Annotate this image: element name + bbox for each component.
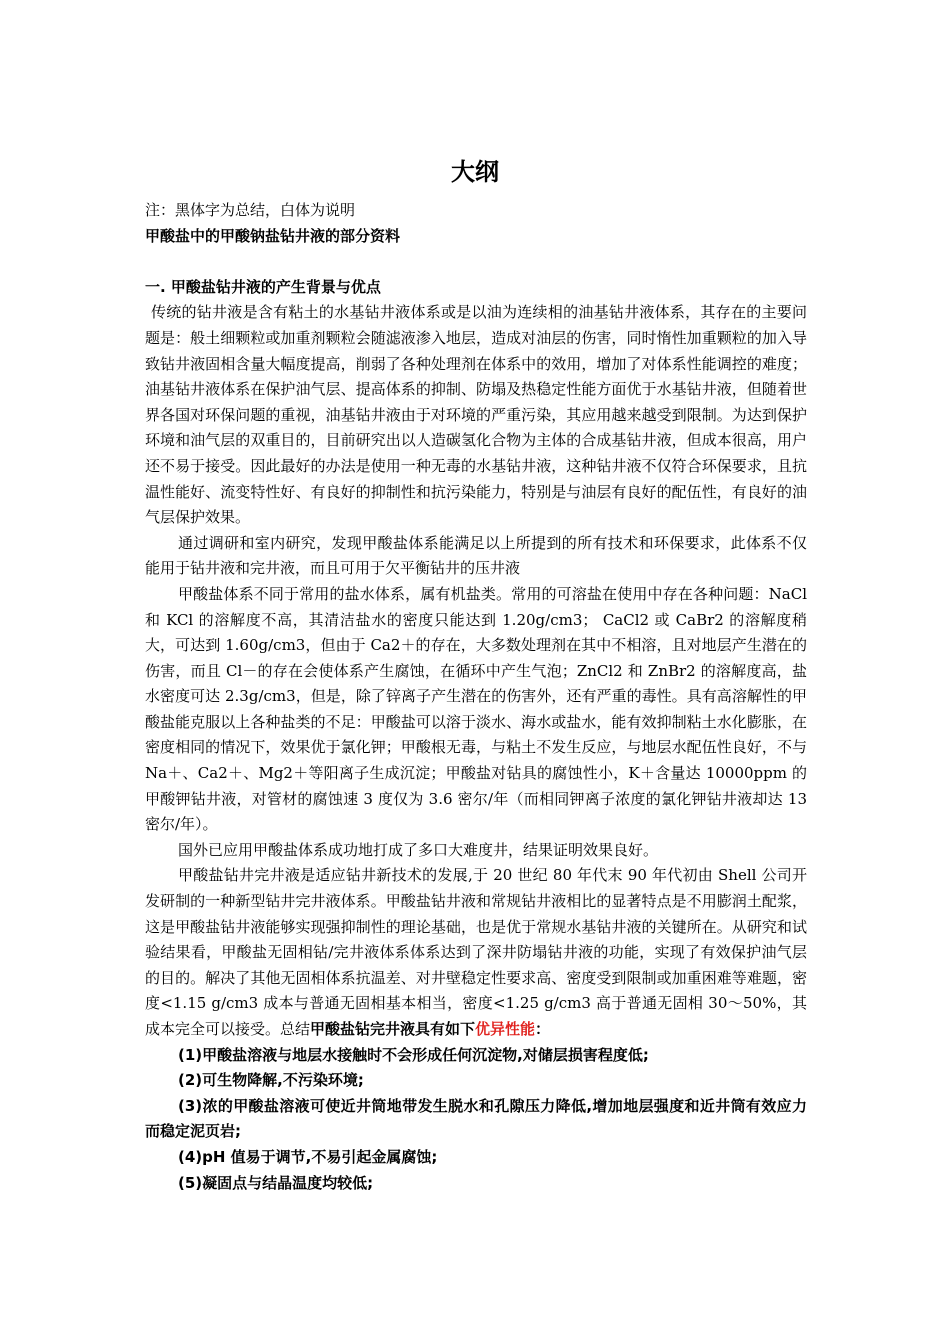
section-heading: 一. 甲酸盐钻井液的产生背景与优点 — [145, 277, 381, 296]
list-item: (2)可生物降解,不污染环境; — [178, 1071, 364, 1090]
paragraph-background: 传统的钻井液是含有粘土的水基钻井液体系或是以油为连续相的油基钻井液体系，其存在的主要问题是：般土细颗粒或加重剂颗粒会随滤液渗入地层，造成对油层的伤害，同时惰性加重颗粒的加入导致钻井液固相含量大幅度提高，削弱了各种处理剂在体系中的效用，增加了对体系性能调控的难度；油基钻井液体系在保护油气层、提高体系的抑制、防塌及热稳定性能方面优于水基钻井液，但随着世界各国对环保问题的重视，油基钻井液由于对环境的严重污染，其应用越来越受到限制。为达到保护环境和油气层的双重目的，目前研究出以人造碳氢化合物为主体的合成基钻井液，但成本很高，用户还不易于接受。因此最好的办法是使用一种无毒的水基钻井液，这种钻井液不仅符合环保要求，且抗温性能好、流变特性好、有良好的抑制性和抗污染能力，特别是与油层有良好的配伍性，有良好的油气层保护效果。 — [145, 303, 807, 527]
summary-bold-text: 甲酸盐钻完井液具有如下 — [310, 1020, 476, 1038]
list-item: (1)甲酸盐溶液与地层水接触时不会形成任何沉淀物,对储层损害程度低; — [178, 1045, 649, 1064]
list-item: (3)浓的甲酸盐溶液可使近井筒地带发生脱水和孔隙压力降低,增加地层强度和近井筒有效应力而稳定泥页岩; — [145, 1096, 807, 1141]
paragraph-research: 通过调研和室内研究，发现甲酸盐体系能满足以上所提到的所有技术和环保要求，此体系不仅能用于钻井液和完井液，而且可用于欠平衡钻井的压井液 — [145, 533, 807, 578]
paragraph-application: 国外已应用甲酸盐体系成功地打成了多口大难度井，结果证明效果良好。 — [178, 840, 659, 859]
summary-text: 甲酸盐钻井完井液是适应钻井新技术的发展,于 20 世纪 80 年代末 90 年代初由 Shell 公司开发研制的一种新型钻井完井液体系。甲酸盐钻井液和常规钻井液相比的显著特点是不用膨润土配浆，这是甲酸盐钻井液能够实现强抑制性的理论基础，也是优于常规水基钻井液的关键所在。从研究和试验结果看，甲酸盐无固相钻/完井液体系体系达到了深井防塌钻井液的功能，实现了有效保护油气层的目的。解决了其他无固相体系抗温差、对井壁稳定性要求高、密度受到限制或加重困难等难题，密度<1.15 g/cm3 成本与普通无固相基本相当，密度<1.25 g/cm3 高于普通无固相 30～50%，其成本完全可以接受。总结 — [145, 866, 807, 1038]
list-item: (4)pH 值易于调节,不易引起金属腐蚀; — [178, 1147, 438, 1166]
highlight-text: 优异性能 — [475, 1020, 536, 1038]
page-title: 大纲 — [451, 158, 499, 186]
note-line: 注：黑体字为总结，白体为说明 — [145, 201, 356, 219]
list-item: (5)凝固点与结晶温度均较低; — [178, 1173, 374, 1192]
paragraph-salt-comparison: 甲酸盐体系不同于常用的盐水体系，属有机盐类。常用的可溶盐在使用中存在各种问题：NaCl 和 KCl 的溶解度不高，其清洁盐水的密度只能达到 1.20g/cm3； CaCl2 或 CaBr2 的溶解度稍大，可达到 1.60g/cm3，但由于 Ca2＋的存在，大多数处理剂在其中不相溶，且对地层产生潜在的伤害，而且 Cl－的存在会使体系产生腐蚀，在循环中产生气泡；ZnCl2 和 ZnBr2 的溶解度高，盐水密度可达 2.3g/cm3，但是，除了锌离子产生潜在的伤害外，还有严重的毒性。具有高溶解性的甲酸盐能克服以上各种盐类的不足：甲酸盐可以溶于淡水、海水或盐水，能有效抑制粘土水化膨胀，在密度相同的情况下，效果优于氯化钾；甲酸根无毒，与粘土不发生反应，与地层水配伍性良好，不与 Na＋、Ca2＋、Mg2＋等阳离子生成沉淀；甲酸盐对钻具的腐蚀性小，K＋含量达 10000ppm 的甲酸钾钻井液，对管材的腐蚀速 3 度仅为 3.6 密尔/年（而相同钾离子浓度的氯化钾钻井液却达 13 密尔/年）。 — [145, 584, 807, 834]
summary-colon: ： — [535, 1020, 551, 1038]
document-body — [145, 198, 807, 1196]
subtitle-line: 甲酸盐中的甲酸钠盐钻井液的部分资料 — [145, 226, 401, 245]
paragraph-summary — [145, 863, 807, 1042]
blank-line — [145, 249, 807, 275]
